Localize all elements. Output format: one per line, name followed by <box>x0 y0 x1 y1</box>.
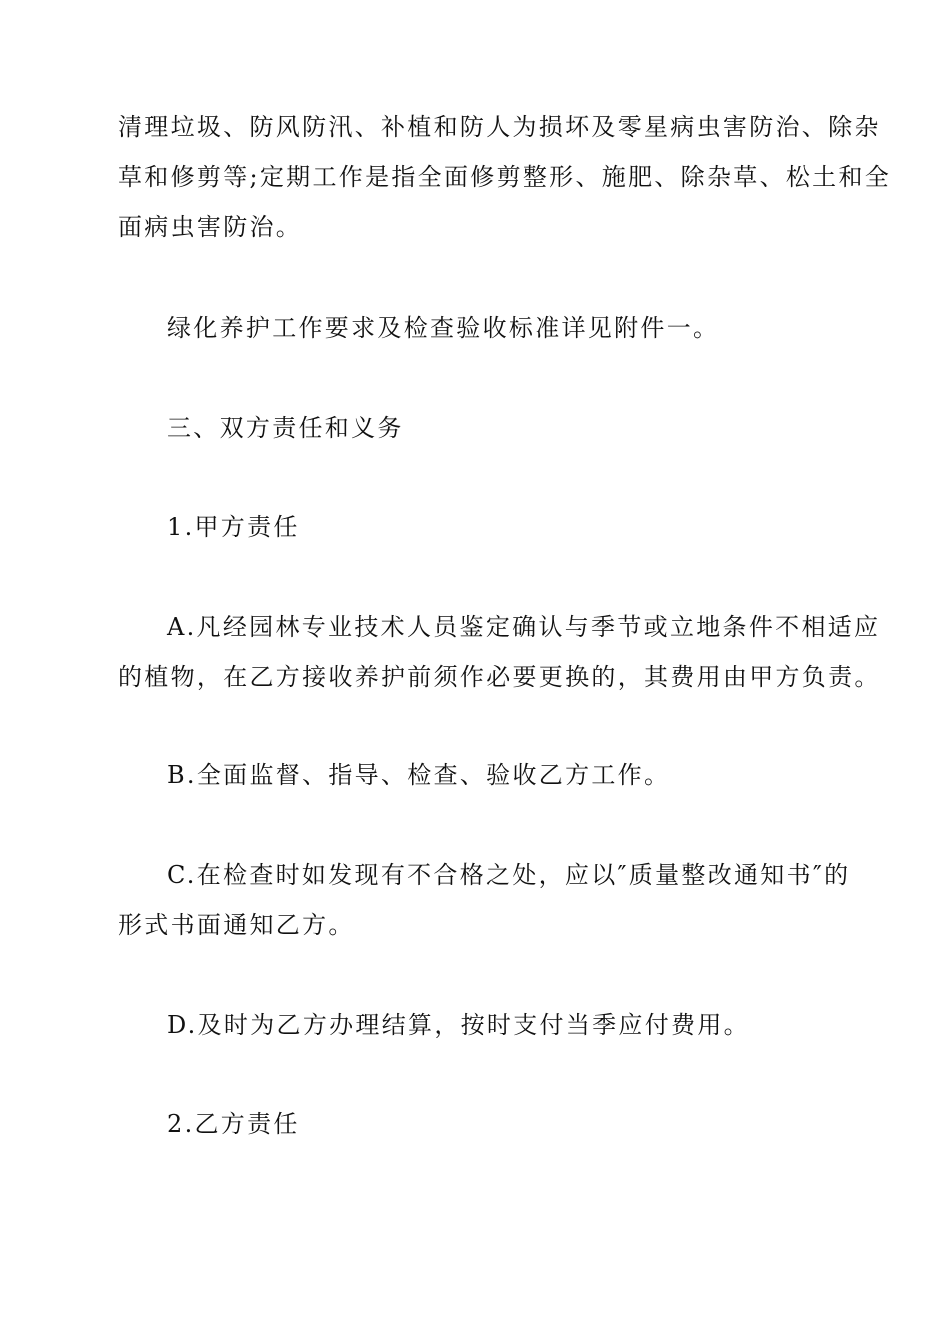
text-line: 三、双方责任和义务 <box>167 414 404 442</box>
text-line: D.及时为乙方办理结算，按时支付当季应付费用。 <box>167 1011 750 1039</box>
paragraph-maintenance-scope <box>118 102 892 252</box>
text-line: 1.甲方责任 <box>167 513 300 541</box>
text-line: A.凡经园林专业技术人员鉴定确认与季节或立地条件不相适应 <box>167 613 881 641</box>
text-line: 面病虫害防治。 <box>118 213 303 241</box>
text-line: 草和修剪等;定期工作是指全面修剪整形、施肥、除杂草、松土和全 <box>118 163 892 191</box>
section-heading-responsibilities <box>118 403 834 453</box>
paragraph-item-a <box>118 602 881 702</box>
text-line: 2.乙方责任 <box>167 1110 300 1138</box>
text-line: C.在检查时如发现有不合格之处，应以″质量整改通知书″的 <box>167 861 851 889</box>
paragraph-item-d <box>118 1000 834 1050</box>
text-line: 清理垃圾、防风防汛、补植和防人为损坏及零星病虫害防治、除杂 <box>118 113 881 141</box>
paragraph-item-b <box>118 750 834 800</box>
paragraph-standards-reference <box>118 303 834 353</box>
text-line: 的植物，在乙方接收养护前须作必要更换的，其费用由甲方负责。 <box>118 663 881 691</box>
text-line: 形式书面通知乙方。 <box>118 911 355 939</box>
text-line: B.全面监督、指导、检查、验收乙方工作。 <box>167 761 671 789</box>
subheading-party-a <box>118 502 834 552</box>
subheading-party-b <box>118 1099 834 1149</box>
paragraph-item-c <box>118 850 851 950</box>
text-line: 绿化养护工作要求及检查验收标准详见附件一。 <box>167 314 720 342</box>
